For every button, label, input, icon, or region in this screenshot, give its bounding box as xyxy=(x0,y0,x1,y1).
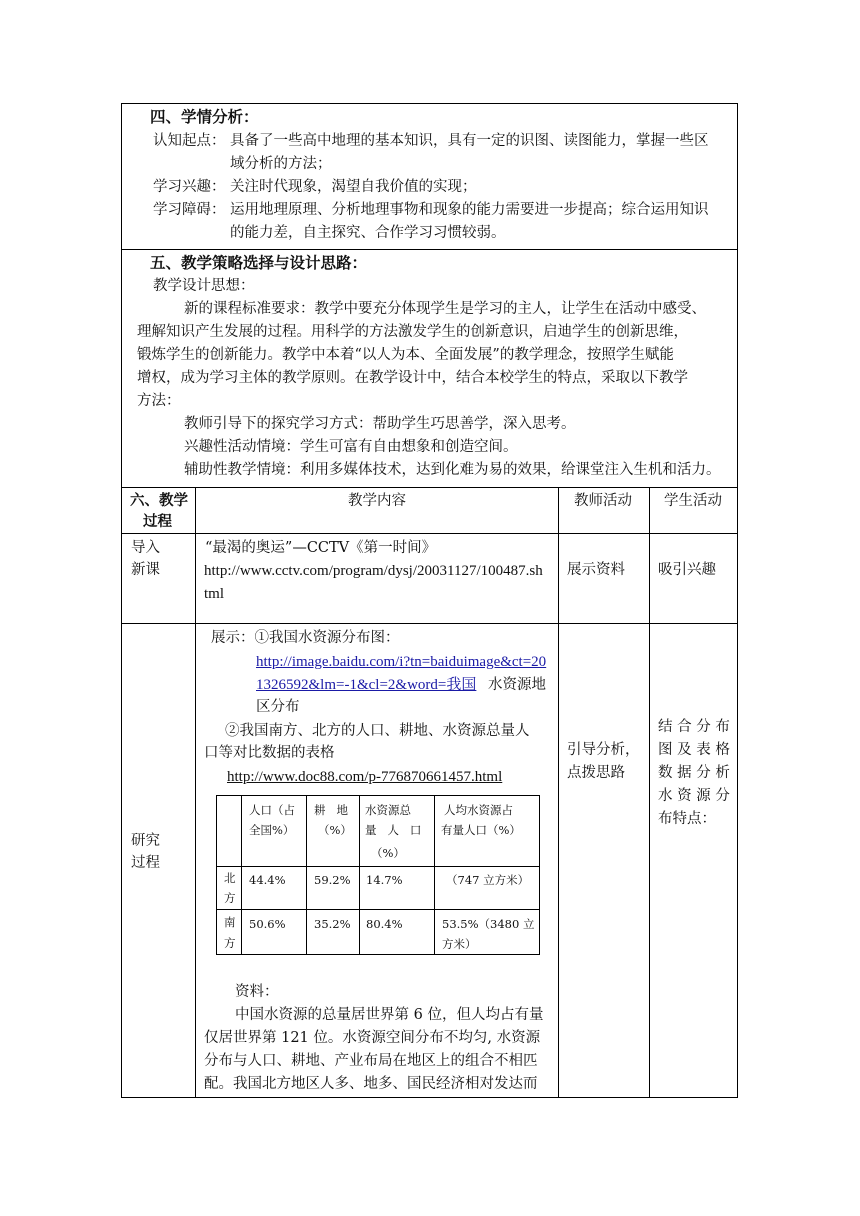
method-item: 兴趣性活动情境：学生可富有自由想象和创造空间。 xyxy=(184,439,518,455)
research-stage: 研究 xyxy=(131,833,160,849)
research-student-activity: 结 合 分 布 xyxy=(658,719,730,735)
comparison-item-cont: 口等对比数据的表格 xyxy=(204,745,335,761)
show-label: 展示：①我国水资源分布图： xyxy=(211,630,400,646)
research-teacher-activity: 引导分析， xyxy=(567,742,640,758)
inner-col-divider xyxy=(306,795,307,955)
intro-video-title: “最渴的奥运”—CCTV《第一时间》 xyxy=(205,540,437,556)
row-divider xyxy=(121,533,738,534)
inner-col-divider xyxy=(241,795,242,955)
header-student: 学生活动 xyxy=(664,493,722,509)
row-label-south: 南 xyxy=(224,915,236,929)
cell-north-farmland: 59.2% xyxy=(314,873,351,887)
intro-stage: 导入 xyxy=(131,540,160,556)
material-paragraph: 中国水资源的总量居世界第 6 位，但人均占有量 xyxy=(235,1007,544,1023)
header-stage: 六、教学 xyxy=(130,492,188,509)
column-divider xyxy=(649,487,650,1098)
row-divider xyxy=(121,487,738,488)
col-header-water-total: 水资源总 xyxy=(365,803,411,817)
col-header-farmland: 耕 地 xyxy=(314,803,348,817)
header-teacher: 教师活动 xyxy=(574,493,632,509)
material-label: 资料： xyxy=(235,984,279,1000)
design-paragraph: 增权，成为学习主体的教学原则。在教学设计中，结合本校学生的特点，采取以下教学 xyxy=(137,370,688,386)
material-paragraph: 配。我国北方地区人多、地多、国民经济相对发达而 xyxy=(204,1076,538,1092)
research-student-activity: 数 据 分 析 xyxy=(658,765,730,781)
interest-text: 关注时代现象，渴望自我价值的实现； xyxy=(230,179,477,195)
cell-south-per-capita-cont: 方米） xyxy=(442,937,477,951)
row-divider xyxy=(121,623,738,624)
inner-row-divider xyxy=(216,909,540,910)
row-label-north: 北 xyxy=(224,871,236,885)
col-header-population: 人口（占 xyxy=(249,803,295,817)
research-student-activity: 图 及 表 格 xyxy=(658,742,730,758)
design-paragraph: 方法： xyxy=(137,393,181,409)
col-header-per-capita: 人均水资源占 xyxy=(444,803,513,817)
research-student-activity: 布特点： xyxy=(658,811,716,827)
col-header-water-total-cont: 量 人 口 xyxy=(365,823,422,837)
water-map-link[interactable]: http://image.baidu.com/i?tn=baiduimage&ct=20 xyxy=(256,654,547,670)
cell-north-water: 14.7% xyxy=(366,873,403,887)
water-map-caption-cont: 区分布 xyxy=(256,699,300,715)
column-divider xyxy=(558,487,559,1098)
cognitive-text: 具备了一些高中地理的基本知识，具有一定的识图、读图能力，掌握一些区 xyxy=(230,133,709,149)
intro-video-url: http://www.cctv.com/program/dysj/20031127/100487.sh xyxy=(204,563,543,579)
section5-heading: 五、教学策略选择与设计思路： xyxy=(150,253,368,272)
row-label-south-cont: 方 xyxy=(224,936,236,950)
cell-south-per-capita: 53.5%（3480 立 xyxy=(442,917,535,931)
inner-col-divider xyxy=(359,795,360,955)
col-header-water-total-unit: （%） xyxy=(371,846,405,860)
col-header-per-capita-cont: 有量人口（%） xyxy=(441,823,521,837)
research-teacher-activity-cont: 点拨思路 xyxy=(567,765,625,781)
water-map-caption: 水资源地 xyxy=(488,677,546,693)
cognitive-text-cont: 域分析的方法； xyxy=(230,156,332,172)
header-stage-cont: 过程 xyxy=(143,513,172,530)
water-map-link-cont[interactable]: 1326592&lm=-1&cl=2&word=我国 xyxy=(256,677,477,693)
section4-heading: 四、学情分析： xyxy=(150,107,259,126)
obstacle-text-cont: 的能力差，自主探究、合作学习习惯较弱。 xyxy=(230,225,506,241)
cell-south-farmland: 35.2% xyxy=(314,917,351,931)
intro-video-url-cont: tml xyxy=(204,586,225,602)
inner-col-divider xyxy=(434,795,435,955)
cell-north-per-capita: （747 立方米） xyxy=(446,873,530,887)
comparison-table-link[interactable]: http://www.doc88.com/p-776870661457.html xyxy=(227,769,503,785)
row-label-north-cont: 方 xyxy=(224,891,236,905)
research-stage-cont: 过程 xyxy=(131,855,160,871)
method-item: 辅助性教学情境：利用多媒体技术，达到化难为易的效果，给课堂注入生机和活力。 xyxy=(184,462,721,478)
cognitive-label: 认知起点： xyxy=(153,133,226,149)
comparison-item: ②我国南方、北方的人口、耕地、水资源总量人 xyxy=(225,723,530,739)
intro-stage-cont: 新课 xyxy=(131,562,160,578)
inner-row-divider xyxy=(216,866,540,867)
column-divider xyxy=(195,487,196,1098)
design-paragraph: 理解知识产生发展的过程。用科学的方法激发学生的创新意识，启迪学生的创新思维， xyxy=(137,324,688,340)
intro-student-activity: 吸引兴趣 xyxy=(658,562,716,578)
material-paragraph: 仅居世界第 121 位。水资源空间分布不均匀, 水资源 xyxy=(204,1030,541,1046)
header-content: 教学内容 xyxy=(348,493,406,509)
obstacle-text: 运用地理原理、分析地理事物和现象的能力需要进一步提高；综合运用知识 xyxy=(230,202,709,218)
method-item: 教师引导下的探究学习方式：帮助学生巧思善学，深入思考。 xyxy=(184,416,576,432)
design-subheading: 教学设计思想： xyxy=(153,278,255,294)
cell-south-population: 50.6% xyxy=(249,917,286,931)
cell-north-population: 44.4% xyxy=(249,873,286,887)
cell-south-water: 80.4% xyxy=(366,917,403,931)
material-paragraph: 分布与人口、耕地、产业布局在地区上的组合不相匹 xyxy=(204,1053,538,1069)
row-divider xyxy=(121,249,738,250)
col-header-farmland-cont: （%） xyxy=(318,823,352,837)
research-student-activity: 水 资 源 分 xyxy=(658,788,730,804)
design-paragraph: 锻炼学生的创新能力。教学中本着“以人为本、全面发展”的教学理念，按照学生赋能 xyxy=(137,347,674,363)
obstacle-label: 学习障碍： xyxy=(153,202,226,218)
interest-label: 学习兴趣： xyxy=(153,179,226,195)
col-header-population-cont: 全国%） xyxy=(249,823,295,837)
design-paragraph: 新的课程标准要求：教学中要充分体现学生是学习的主人，让学生在活动中感受、 xyxy=(184,301,706,317)
intro-teacher-activity: 展示资料 xyxy=(567,562,625,578)
